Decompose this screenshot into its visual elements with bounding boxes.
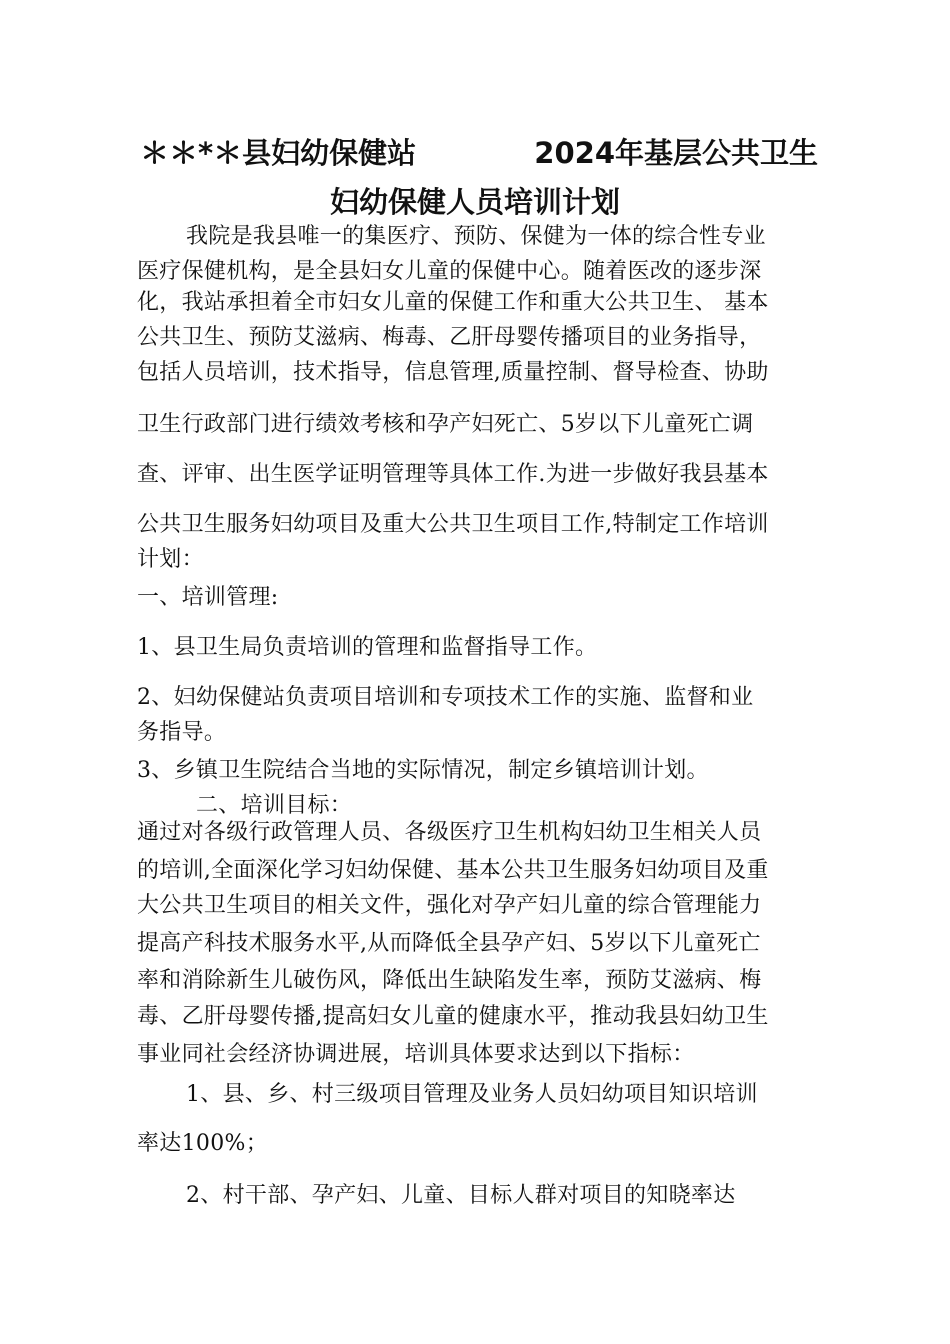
document-title-line1: [140, 128, 818, 178]
list-item: 1、县、乡、村三级项目管理及业务人员妇幼项目知识培训: [186, 1082, 758, 1107]
list-item: 2、村干部、孕产妇、儿童、目标人群对项目的知晓率达: [186, 1183, 736, 1208]
body-line: 医疗保健机构，是全县妇女儿童的保健中心。随着医改的逐步深: [137, 259, 762, 284]
title-year-topic: 2024年基层公共卫生: [534, 136, 818, 170]
body-line: 务指导。: [137, 720, 227, 745]
section-heading: 一、培训管理:: [137, 585, 279, 610]
body-line: 公共卫生、预防艾滋病、梅毒、乙肝母婴传播项目的业务指导，: [137, 325, 762, 350]
body-line: 计划：: [137, 547, 204, 572]
body-line: 的培训,全面深化学习妇幼保健、基本公共卫生服务妇幼项目及重: [137, 858, 769, 883]
body-line: 毒、乙肝母婴传播,提高妇女儿童的健康水平，推动我县妇幼卫生: [137, 1004, 769, 1029]
body-line: 我院是我县唯一的集医疗、预防、保健为一体的综合性专业: [186, 224, 766, 249]
body-line: 包括人员培训，技术指导，信息管理,质量控制、督导检查、协助: [137, 360, 769, 385]
body-line: 提高产科技术服务水平,从而降低全县孕产妇、5岁以下儿童死亡: [137, 931, 761, 956]
list-item: 2、妇幼保健站负责项目培训和专项技术工作的实施、监督和业: [137, 685, 754, 710]
body-line: 率达100%；: [137, 1131, 268, 1156]
list-item: 1、县卫生局负责培训的管理和监督指导工作。: [137, 635, 598, 660]
body-line: 查、评审、出生医学证明管理等具体工作.为进一步做好我县基本: [137, 462, 769, 487]
body-line: 事业同社会经济协调进展，培训具体要求达到以下指标：: [137, 1042, 695, 1067]
section-heading: 二、培训目标：: [196, 793, 353, 818]
title-organization: ＊＊*＊县妇幼保健站: [140, 136, 417, 170]
body-line: 卫生行政部门进行绩效考核和孕产妇死亡、5岁以下儿童死亡调: [137, 412, 754, 437]
body-line: 大公共卫生项目的相关文件，强化对孕产妇儿童的综合管理能力: [137, 893, 762, 918]
body-line: 通过对各级行政管理人员、各级医疗卫生机构妇幼卫生相关人员: [137, 820, 762, 845]
document-title-line2: 妇幼保健人员培训计划: [329, 185, 620, 219]
body-line: 率和消除新生儿破伤风，降低出生缺陷发生率，预防艾滋病、梅: [137, 968, 762, 993]
body-line: 公共卫生服务妇幼项目及重大公共卫生项目工作,特制定工作培训: [137, 512, 769, 537]
list-item: 3、乡镇卫生院结合当地的实际情况，制定乡镇培训计划。: [137, 758, 709, 783]
body-line: 化，我站承担着全市妇女儿童的保健工作和重大公共卫生、 基本: [137, 290, 769, 315]
